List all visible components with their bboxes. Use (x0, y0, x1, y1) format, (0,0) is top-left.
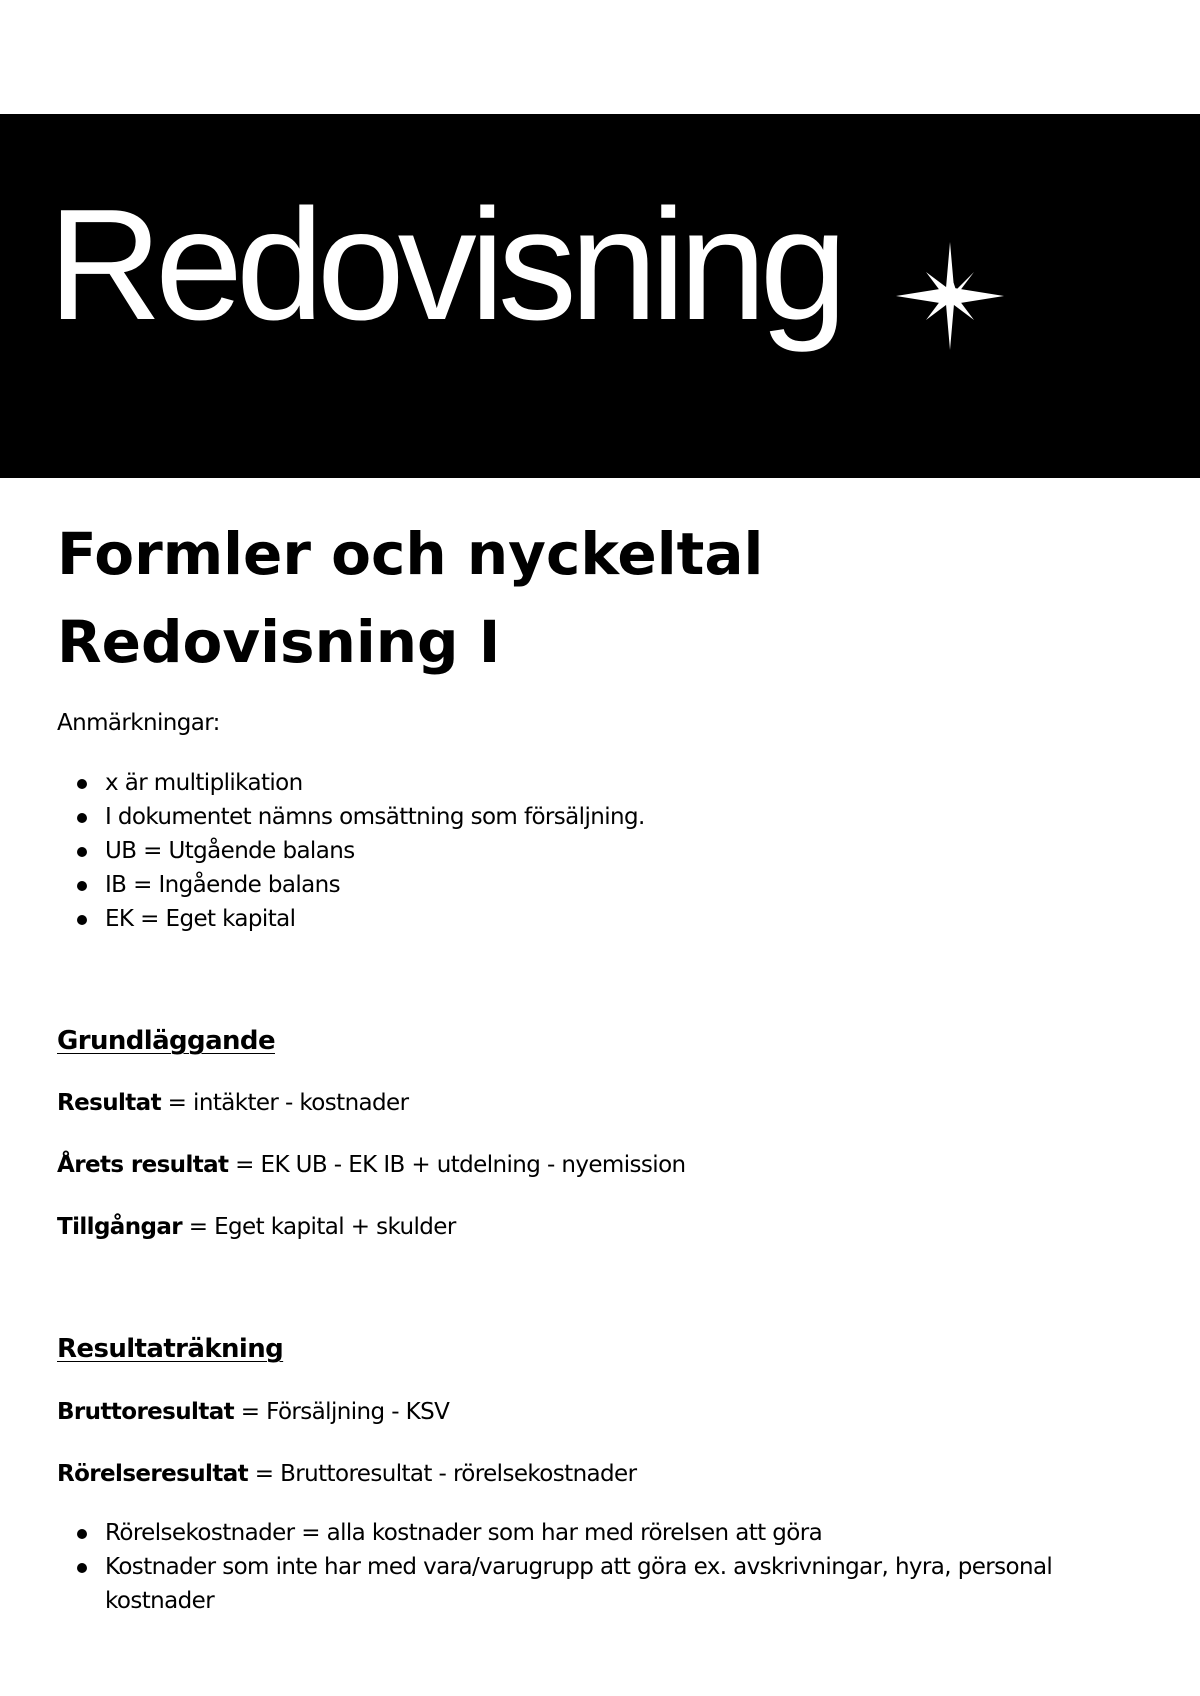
list-item: Kostnader som inte har med vara/varugrupp att göra ex. avskrivningar, hyra, personal kostnader (57, 1550, 1137, 1618)
list-item: EK = Eget kapital (57, 902, 645, 936)
formula-arets-resultat (57, 1148, 686, 1182)
page-title (57, 510, 763, 686)
rorelse-notes-list (57, 1516, 1137, 1618)
title-line-1: Formler och nyckeltal (57, 520, 764, 588)
list-item: x är multiplikation (57, 766, 645, 800)
section-heading-grundlaggande: Grundläggande (57, 1026, 275, 1056)
list-item: IB = Ingående balans (57, 868, 645, 902)
formula-expression: = Eget kapital + skulder (182, 1214, 456, 1240)
formula-expression: = Försäljning - KSV (234, 1399, 450, 1425)
title-line-2: Redovisning I (57, 608, 501, 676)
formula-resultat (57, 1086, 408, 1120)
formula-expression: = intäkter - kostnader (160, 1090, 409, 1116)
formula-tillgangar (57, 1210, 456, 1244)
sparkle-icon (896, 242, 1004, 350)
notes-label: Anmärkningar: (57, 710, 220, 736)
section-heading-resultatrakning: Resultaträkning (57, 1334, 284, 1364)
formula-term: Tillgångar (57, 1214, 183, 1240)
list-item: Rörelsekostnader = alla kostnader som har med rörelsen att göra (57, 1516, 1137, 1550)
formula-expression: = Bruttoresultat - rörelsekostnader (248, 1461, 637, 1487)
formula-term: Rörelseresultat (57, 1461, 249, 1487)
list-item: I dokumentet nämns omsättning som försäljning. (57, 800, 645, 834)
banner-title: Redovisning (48, 177, 841, 353)
formula-expression: = EK UB - EK IB + utdelning - nyemission (228, 1152, 686, 1178)
list-item: UB = Utgående balans (57, 834, 645, 868)
formula-term: Resultat (57, 1090, 161, 1116)
formula-term: Bruttoresultat (57, 1399, 235, 1425)
formula-term: Årets resultat (57, 1152, 229, 1178)
notes-list (57, 766, 645, 936)
formula-rorelseresultat (57, 1457, 636, 1491)
formula-bruttoresultat (57, 1395, 449, 1429)
